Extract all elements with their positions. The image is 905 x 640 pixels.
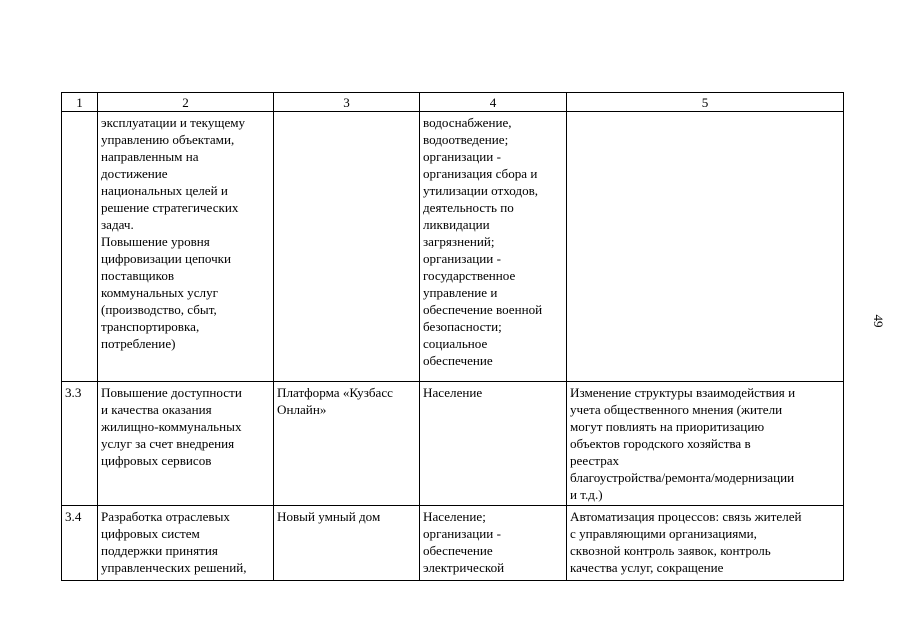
table-row [62, 112, 844, 382]
table-row [62, 506, 844, 581]
table-header-row [62, 93, 844, 112]
effect-cell: Изменение структуры взаимодействия и учета общественного мнения (жители могут повлиять на приоритизацию объектов городского хозяйства в реестрах благоустройства/ремонта/модернизации и т.д.) [567, 382, 844, 506]
table-row [62, 382, 844, 506]
row-number-cell: 3.4 [62, 506, 98, 581]
solution-cell [274, 112, 420, 382]
effect-cell: Автоматизация процессов: связь жителей с управляющими организациями, сквозной контроль заявок, контроль качества услуг, сокращение [567, 506, 844, 581]
consumers-cell: Население [420, 382, 567, 506]
solution-cell: Новый умный дом [274, 506, 420, 581]
task-cell: эксплуатации и текущему управлению объектами, направленным на достижение национальных целей и решение стратегических задач. Повышение уровня цифровизации цепочки поставщиков коммунальных услуг (производство, сбыт, транспортировка, потребление) [98, 112, 274, 382]
document-table [61, 92, 844, 581]
effect-cell [567, 112, 844, 382]
row-number-cell [62, 112, 98, 382]
solution-cell: Платформа «Кузбасс Онлайн» [274, 382, 420, 506]
task-cell: Повышение доступности и качества оказания жилищно-коммунальных услуг за счет внедрения цифровых сервисов [98, 382, 274, 506]
header-cell-2: 2 [98, 93, 274, 112]
header-cell-5: 5 [567, 93, 844, 112]
row-number-cell: 3.3 [62, 382, 98, 506]
consumers-cell: водоснабжение, водоотведение; организации - организация сбора и утилизации отходов, деятельность по ликвидации загрязнений; организации - государственное управление и обеспечение военной безопасности; социальное обеспечение [420, 112, 567, 382]
consumers-cell: Население; организации - обеспечение электрической [420, 506, 567, 581]
task-cell: Разработка отраслевых цифровых систем поддержки принятия управленческих решений, [98, 506, 274, 581]
header-cell-4: 4 [420, 93, 567, 112]
header-cell-3: 3 [274, 93, 420, 112]
page-number: 49 [871, 314, 886, 328]
header-cell-1: 1 [62, 93, 98, 112]
